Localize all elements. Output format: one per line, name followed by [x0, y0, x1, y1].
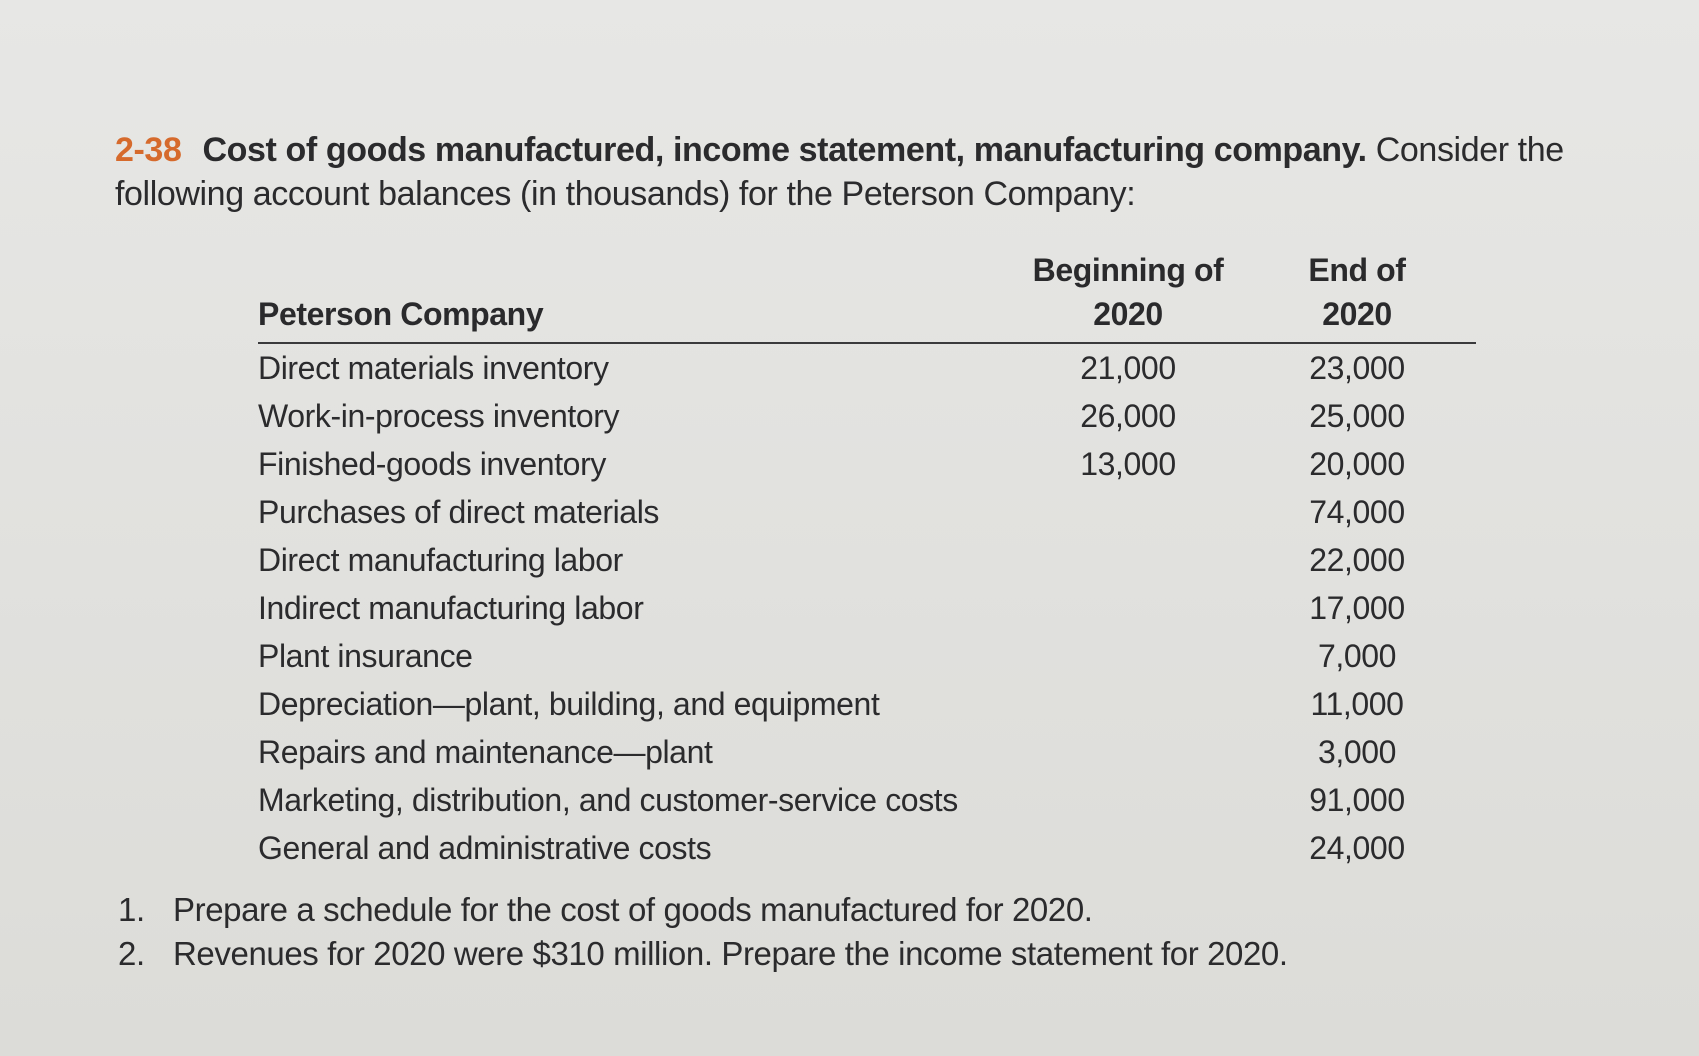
end-header-line1: End of — [1308, 252, 1406, 288]
row-end-value: 22,000 — [1309, 542, 1405, 578]
table-row — [258, 584, 1476, 632]
row-label: Work-in-process inventory — [258, 398, 620, 434]
table-row — [258, 536, 1476, 584]
question-number: 1. — [118, 891, 145, 928]
company-header: Peterson Company — [258, 248, 1018, 343]
row-end-value: 3,000 — [1317, 734, 1397, 770]
table-row — [258, 440, 1476, 488]
row-end-value: 7,000 — [1317, 638, 1397, 674]
row-end-value: 91,000 — [1309, 782, 1405, 818]
row-beginning-value — [1018, 776, 1238, 824]
table-row — [258, 392, 1476, 440]
row-end-value: 11,000 — [1310, 686, 1404, 722]
row-beginning-value — [1018, 584, 1238, 632]
beginning-header — [1018, 248, 1238, 343]
row-label: Finished-goods inventory — [258, 446, 606, 482]
question-text: Revenues for 2020 were $310 million. Prepare the income statement for 2020. — [173, 935, 1288, 972]
row-label: Plant insurance — [258, 638, 473, 674]
row-label: Purchases of direct materials — [258, 494, 660, 530]
problem-number: 2-38 — [115, 131, 182, 169]
row-end-value: 74,000 — [1309, 494, 1405, 530]
question-item — [118, 932, 1288, 976]
row-beginning-value: 13,000 — [1080, 446, 1176, 482]
row-label: General and administrative costs — [258, 830, 712, 866]
question-text: Prepare a schedule for the cost of goods manufactured for 2020. — [173, 891, 1093, 928]
table-row — [258, 343, 1476, 392]
question-number: 2. — [118, 935, 145, 972]
problem-intro: Consider the following account balances (in thousands) for the Peterson Company: — [115, 131, 1564, 213]
question-item — [118, 888, 1288, 932]
table-row — [258, 488, 1476, 536]
row-beginning-value — [1018, 632, 1238, 680]
row-label: Direct materials inventory — [258, 350, 609, 386]
row-end-value: 24,000 — [1309, 830, 1405, 866]
problem-title: Cost of goods manufactured, income statement, manufacturing company. — [202, 131, 1367, 169]
row-end-value: 17,000 — [1309, 590, 1405, 626]
table-header-row — [258, 248, 1476, 343]
row-beginning-value — [1018, 680, 1238, 728]
table-row — [258, 776, 1476, 824]
problem-header — [115, 128, 1635, 216]
row-end-value: 20,000 — [1309, 446, 1405, 482]
end-header-line2: 2020 — [1322, 296, 1392, 332]
table-row — [258, 632, 1476, 680]
row-beginning-value: 21,000 — [1080, 350, 1176, 386]
row-label: Marketing, distribution, and customer-service costs — [258, 782, 958, 818]
table-row — [258, 824, 1476, 872]
row-beginning-value — [1018, 536, 1238, 584]
row-label: Direct manufacturing labor — [258, 542, 623, 578]
row-beginning-value — [1018, 488, 1238, 536]
row-label: Depreciation—plant, building, and equipment — [258, 686, 880, 722]
account-balances-table — [258, 248, 1476, 872]
table-row — [258, 680, 1476, 728]
row-end-value: 25,000 — [1309, 398, 1405, 434]
row-beginning-value — [1018, 728, 1238, 776]
table-body — [258, 343, 1476, 872]
row-label: Indirect manufacturing labor — [258, 590, 644, 626]
row-end-value: 23,000 — [1309, 350, 1405, 386]
beginning-header-line1: Beginning of — [1032, 252, 1224, 288]
end-header — [1238, 248, 1476, 343]
table-row — [258, 728, 1476, 776]
question-list — [118, 888, 1288, 976]
beginning-header-line2: 2020 — [1093, 296, 1163, 332]
row-beginning-value — [1018, 824, 1238, 872]
row-label: Repairs and maintenance—plant — [258, 734, 713, 770]
row-beginning-value: 26,000 — [1080, 398, 1176, 434]
